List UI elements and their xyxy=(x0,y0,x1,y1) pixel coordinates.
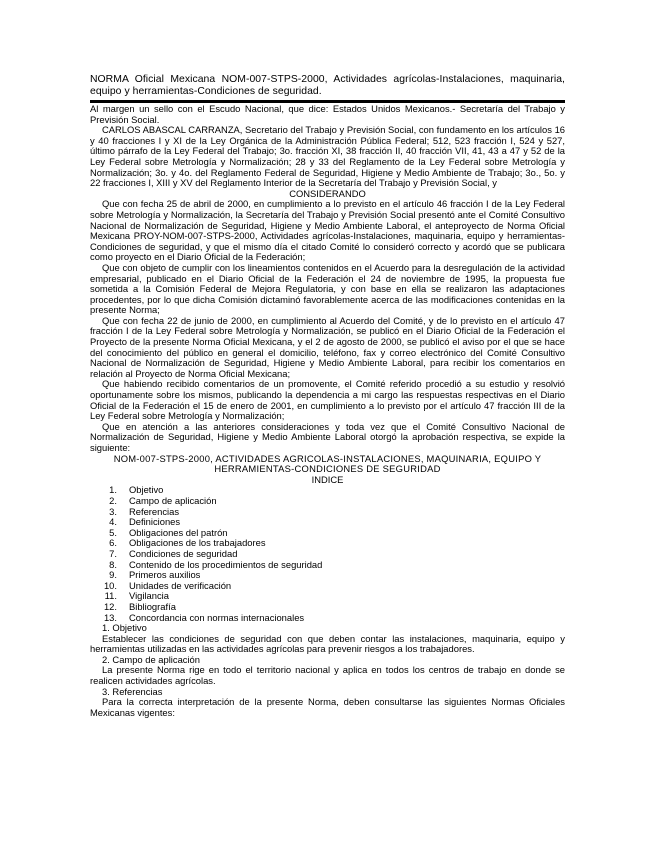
index-item-text: Bibliografía xyxy=(129,600,176,612)
index-item-text: Primeros auxilios xyxy=(129,569,201,581)
document-title: NORMA Oficial Mexicana NOM-007-STPS-2000, Actividades agrícolas-Instalaciones, maquinaria, equipo y herramientas-Condiciones de seguridad. xyxy=(90,74,565,97)
index-item-text: Campo de aplicación xyxy=(129,494,217,506)
index-item-number: 12. xyxy=(103,600,117,612)
index-item xyxy=(90,496,565,507)
section-body: La presente Norma rige en todo el territorio nacional y aplica en todos los centros de trabajo en donde se realicen actividades agrícolas. xyxy=(90,664,565,687)
index-item-number: 6. xyxy=(109,537,117,549)
considerando-paragraph: Que con fecha 25 de abril de 2000, en cumplimiento a lo previsto en el artículo 46 fracción I de la Ley Federal sobre Metrología y Normalización, la Secretaría del Trabajo y Previsión Social presentó ante el Comité Consultivo Nacional de Normalización de Seguridad, Higiene y Medio Ambiente Laboral, el anteproyecto de Norma Oficial Mexicana PROY-NOM-007-STPS-2000, Actividades agrícolas-Instalaciones, maquinaria, equipo y herramientas-Condiciones de seguridad, y que el mismo día el citado Comité lo consideró correcto y acordó que se publicara como proyecto en el Diario Oficial de la Federación; xyxy=(90,198,565,263)
section-heading: 3. Referencias xyxy=(102,685,163,697)
norm-heading-line: NOM-007-STPS-2000, ACTIVIDADES AGRICOLAS-INSTALACIONES, MAQUINARIA, EQUIPO Y xyxy=(113,452,542,464)
index-item-number: 9. xyxy=(109,569,117,581)
index-item-number: 8. xyxy=(109,558,117,570)
index-item-text: Obligaciones de los trabajadores xyxy=(129,537,266,549)
index-item-text: Contenido de los procedimientos de seguridad xyxy=(129,558,323,570)
section-heading: 1. Objetivo xyxy=(102,622,147,634)
section-body: Para la correcta interpretación de la presente Norma, deben consultarse las siguientes Normas Oficiales Mexicanas vigentes: xyxy=(90,696,565,718)
index-item-number: 2. xyxy=(109,494,117,506)
index-item-number: 7. xyxy=(109,547,117,559)
section-heading: 2. Campo de aplicación xyxy=(102,653,200,665)
index-item-text: Vigilancia xyxy=(129,590,169,602)
index-item-number: 5. xyxy=(109,526,117,538)
intro-paragraph: CARLOS ABASCAL CARRANZA, Secretario del Trabajo y Previsión Social, con fundamento en los artículos 16 y 40 fracciones I y XI de la Ley Orgánica de la Administración Pública Federal; 512, 523 fracción I, 524 y 527, último párrafo de la Ley Federal del Trabajo; 3o. fracción XI, 38 fracción II, 40 fracción VII, 41, 43 a 47 y 52 de la Ley Federal sobre Metrología y Normalización; 28 y 33 del Reglamento de la Ley Federal sobre Metrología y Normalización; 3o. y 4o. del Reglamento Federal de Seguridad, Higiene y Medio Ambiente de Trabajo; 3o., 5o. y 22 fracciones I, XIII y XV del Reglamento Interior de la Secretaría del Trabajo y Previsión Social, y xyxy=(90,124,565,189)
index-item xyxy=(90,549,565,560)
index-item-text: Referencias xyxy=(129,505,180,517)
index-item-text: Objetivo xyxy=(129,484,164,496)
index-item xyxy=(90,602,565,613)
index-item-number: 11. xyxy=(104,590,117,602)
index-item-number: 10. xyxy=(103,579,117,591)
intro-paragraph: Al margen un sello con el Escudo Nacional, que dice: Estados Unidos Mexicanos.- Secretaría del Trabajo y Previsión Social. xyxy=(90,103,565,125)
considerando-heading: CONSIDERANDO xyxy=(289,187,366,199)
considerando-paragraph: Que habiendo recibido comentarios de un promovente, el Comité referido procedió a su estudio y resolvió oportunamente sobre los mismos, publicando la dependencia a mi cargo las respuestas respectivas en el Diario Oficial de la Federación el 15 de enero de 2001, en cumplimiento a lo previsto por el artículo 47 fracción III de la Ley Federal sobre Metrología y Normalización; xyxy=(90,378,565,422)
index-item-text: Condiciones de seguridad xyxy=(129,547,238,559)
index-item-number: 1. xyxy=(109,484,117,496)
index-list xyxy=(90,485,565,623)
document-page xyxy=(90,74,565,718)
norm-heading-line: HERRAMIENTAS-CONDICIONES DE SEGURIDAD xyxy=(214,463,441,475)
considerando-paragraph: Que en atención a las anteriores consideraciones y toda vez que el Comité Consultivo Nacional de Normalización de Seguridad, Higiene y Medio Ambiente Laboral otorgó la aprobación respectiva, se expide la siguiente: xyxy=(90,420,565,453)
index-heading: INDICE xyxy=(311,473,344,485)
index-item-number: 4. xyxy=(109,516,117,528)
index-item-text: Obligaciones del patrón xyxy=(129,526,228,538)
index-item-number: 13. xyxy=(103,611,117,623)
index-item xyxy=(90,613,565,624)
considerando-paragraph: Que con fecha 22 de junio de 2000, en cumplimiento al Acuerdo del Comité, y de lo previsto en el artículo 47 fracción I de la Ley Federal sobre Metrología y Normalización, se publicó en el Diario Oficial de la Federación el Proyecto de la presente Norma Oficial Mexicana, y el 2 de agosto de 2000, se publicó el aviso por el que se hace del conocimiento del público en general el domicilio, teléfono, fax y correo electrónico del Comité Consultivo Nacional de Normalización de Seguridad, Higiene y Medio Ambiente Laboral, para recibir los comentarios en relación al Proyecto de Norma Oficial Mexicana; xyxy=(90,314,565,379)
considerando-paragraph: Que con objeto de cumplir con los lineamientos contenidos en el Acuerdo para la desregulación de la actividad empresarial, publicado en el Diario Oficial de la Federación el 24 de noviembre de 1995, la propuesta fue sometida a la Comisión Federal de Mejora Regulatoria, y con base en ella se realizaron las adaptaciones procedentes, por lo que dicha Comisión dictaminó favorablemente acerca de las modificaciones contenidas en la presente Norma; xyxy=(90,261,565,316)
index-item-text: Concordancia con normas internacionales xyxy=(129,611,305,623)
index-item-text: Definiciones xyxy=(129,516,181,528)
section-body: Establecer las condiciones de seguridad con que deben contar las instalaciones, maquinaria, equipo y herramientas utilizadas en las actividades agrícolas para prevenir riesgos a los trabajadores. xyxy=(90,632,565,655)
index-item-text: Unidades de verificación xyxy=(129,579,232,591)
index-item-number: 3. xyxy=(109,505,117,517)
